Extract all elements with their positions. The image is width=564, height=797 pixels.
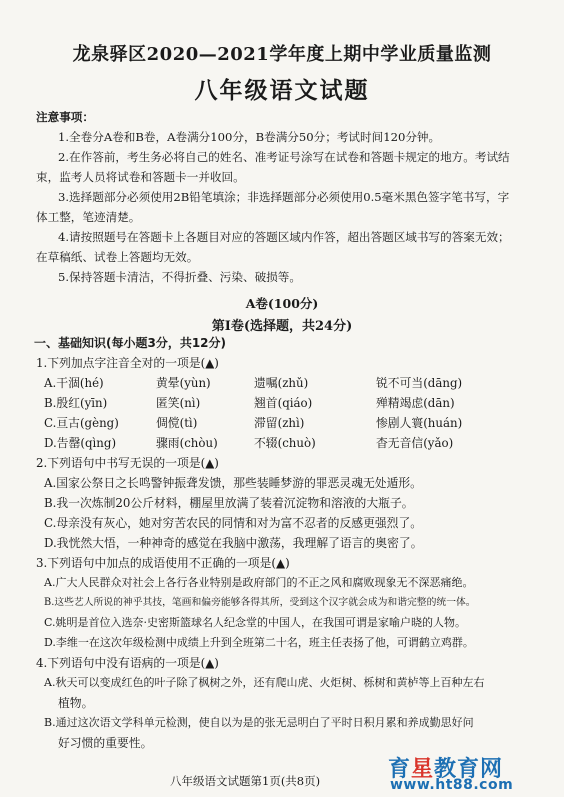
q1-a-item-2: 黄晕(yùn) (156, 376, 211, 390)
page-footer: 八年级语文试题第1页(共8页) (170, 774, 321, 788)
note-item-1: 1.全卷分A卷和B卷，A卷满分100分，B卷满分50分；考试时间120分钟。 (58, 130, 441, 144)
q3-option-d: D.李维一在这次年级检测中成绩上升到全班第二十名，班主任表扬了他，可谓鹤立鸡群。 (44, 636, 474, 649)
q1-a-item-4: 锐不可当(dāng) (376, 376, 463, 390)
q1-d-item-4: 杳无音信(yǎo) (376, 436, 454, 450)
q1-d-item-3: 不辍(chuò) (254, 436, 316, 450)
exam-title: 龙泉驿区2020—2021学年度上期中学业质量监测 (72, 44, 492, 65)
q1-c-item-4: 惨剧人寰(huán) (376, 416, 463, 430)
q1-a-item-1: A.干涸(hé) (44, 376, 104, 390)
q1-d-item-2: 骤雨(chòu) (156, 436, 218, 450)
watermark-name-star: 星 (411, 757, 435, 782)
question-4-stem: 4.下列语句中没有语病的一项是(▲) (36, 656, 219, 670)
q1-d-item-1: D.告罄(qìng) (44, 436, 117, 450)
q3-option-a: A.广大人民群众对社会上各行各业特别是政府部门的不正之风和腐败现象无不深恶痛绝。 (44, 576, 474, 589)
note-item-5: 5.保持答题卡清洁，不得折叠、污染、破损等。 (58, 270, 301, 284)
q1-c-item-2: 倜傥(tì) (156, 416, 198, 430)
q2-option-b: B.我一次炼制20公斤材料，棚屋里放满了装着沉淀物和溶液的大瓶子。 (44, 496, 414, 510)
site-watermark (388, 752, 558, 794)
q1-b-item-3: 翘首(qiáo) (254, 396, 313, 410)
q3-option-b: B.这些艺人所说的神乎其技，笔画和偏旁能够各得其所，受到这个汉字就会成为和谐完整的统一体。 (44, 597, 476, 608)
q1-a-item-3: 遗嘱(zhǔ) (254, 376, 309, 390)
q4-option-b: B.通过这次语文学科单元检测，使自以为是的张无忌明白了平时日积月累和养成勤思好问 (44, 716, 474, 729)
note-item-3-cont: 体工整，笔迹清楚。 (36, 210, 141, 224)
watermark-name-prefix: 育 (388, 757, 412, 782)
q4-option-b-cont: 好习惯的重要性。 (58, 736, 153, 750)
exam-subtitle: 八年级语文试题 (194, 77, 370, 104)
q4-option-a: A.秋天可以变成红色的叶子除了枫树之外，还有爬山虎、火炬树、栎树和黄栌等上百种左右 (44, 676, 485, 689)
note-item-4: 4.请按照题号在答题卡上各题目对应的答题区域内作答，超出答题区域书写的答案无效； (58, 230, 510, 244)
part-one-title: 第Ⅰ卷(选择题，共24分) (211, 319, 353, 334)
note-item-2-cont: 束，监考人员将试卷和答题卡一并收回。 (36, 170, 245, 184)
group-one-title: 一、基础知识(每小题3分，共12分) (34, 336, 227, 350)
note-item-4-cont: 在草稿纸、试卷上答题均无效。 (36, 250, 199, 264)
q1-b-item-4: 殚精竭虑(dān) (376, 396, 455, 410)
q1-c-item-1: C.亘古(gèng) (44, 416, 119, 430)
notes-section (36, 107, 536, 287)
watermark-name-suffix: 教育网 (434, 757, 504, 782)
q2-option-a: A.国家公祭日之长鸣警钟振聋发馈，那些装睡梦游的罪恶灵魂无处遁形。 (44, 476, 422, 490)
q1-b-item-2: 匿笑(nì) (156, 396, 201, 410)
q2-option-d: D.我恍然大悟，一种神奇的感觉在我脑中激荡，我理解了语言的奥密了。 (44, 536, 423, 550)
q1-b-item-1: B.殷红(yīn) (44, 396, 108, 410)
question-3-stem: 3.下列语句中加点的成语使用不正确的一项是(▲) (36, 556, 290, 570)
watermark-url: www.ht88.com (390, 777, 514, 793)
note-item-3: 3.选择题部分必须使用2B铅笔填涂；非选择题部分必须使用0.5毫米黑色签字笔书写，字 (58, 190, 510, 204)
question-2-stem: 2.下列语句中书写无误的一项是(▲) (36, 456, 219, 470)
q2-option-c: C.母亲没有灰心，她对穷苦农民的同情和对为富不忍者的反感更强烈了。 (44, 516, 423, 530)
q3-option-c: C.姚明是首位入选奈·史密斯篮球名人纪念堂的中国人，在我国可谓是家喻户晓的人物。 (44, 616, 467, 629)
question-1-stem: 1.下列加点字注音全对的一项是(▲) (36, 356, 219, 370)
q1-c-item-3: 滞留(zhì) (254, 416, 305, 430)
notes-heading: 注意事项： (36, 110, 94, 124)
q4-option-a-cont: 植物。 (58, 696, 94, 710)
section-a-title: A卷(100分) (245, 296, 319, 311)
note-item-2: 2.在作答前，考生务必将自己的姓名、准考证号涂写在试卷和答题卡规定的地方。考试结 (58, 150, 510, 164)
